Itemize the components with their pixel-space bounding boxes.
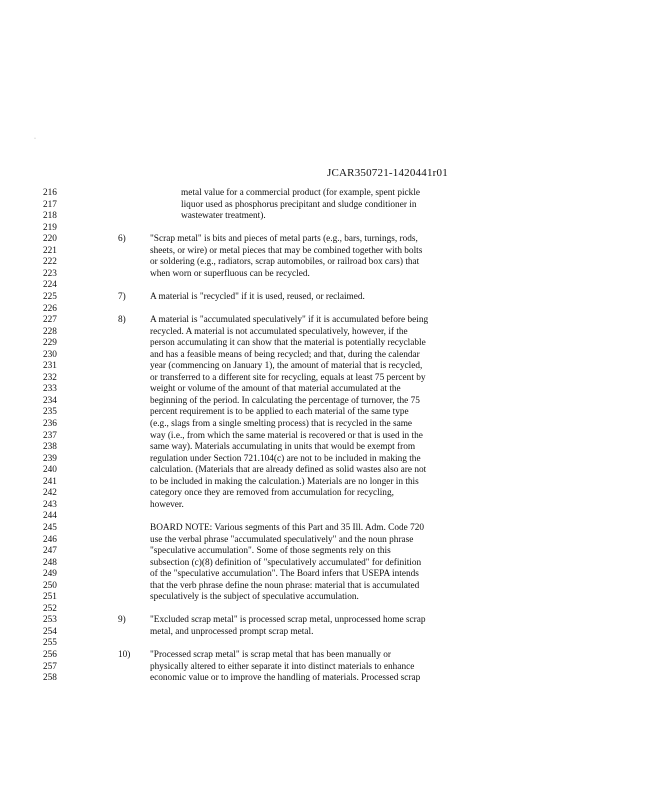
line-text: liquor used as phosphorus precipitant and sludge conditioner in bbox=[181, 199, 417, 210]
line-number: 229 bbox=[43, 338, 57, 349]
line-number: 219 bbox=[43, 222, 57, 233]
line-text: to be included in making the calculation.) Materials are no longer in this bbox=[150, 476, 419, 487]
line-number: 222 bbox=[43, 257, 57, 268]
subsection-marker: 9) bbox=[118, 615, 126, 626]
line-text: speculatively is the subject of speculative accumulation. bbox=[150, 592, 359, 603]
line-number: 237 bbox=[43, 430, 57, 441]
document-line bbox=[0, 488, 671, 499]
document-line bbox=[0, 338, 671, 349]
line-text: economic value or to improve the handling of materials. Processed scrap bbox=[150, 673, 421, 684]
line-number: 258 bbox=[43, 673, 57, 684]
line-number: 224 bbox=[43, 280, 57, 291]
subsection-marker: 8) bbox=[118, 315, 126, 326]
document-line bbox=[0, 211, 671, 222]
line-number: 248 bbox=[43, 557, 57, 568]
document-line bbox=[0, 604, 671, 615]
line-number: 253 bbox=[43, 615, 57, 626]
line-text: wastewater treatment). bbox=[181, 211, 266, 222]
line-number: 241 bbox=[43, 476, 57, 487]
line-number: 234 bbox=[43, 395, 57, 406]
line-text: or soldering (e.g., radiators, scrap automobiles, or railroad box cars) that bbox=[150, 257, 420, 268]
line-text: recycled. A material is not accumulated speculatively, however, if the bbox=[150, 326, 408, 337]
document-line bbox=[0, 246, 671, 257]
document-line bbox=[0, 361, 671, 372]
document-line bbox=[0, 373, 671, 384]
line-number: 251 bbox=[43, 592, 57, 603]
line-text: "Scrap metal" is bits and pieces of metal parts (e.g., bars, turnings, rods, bbox=[150, 234, 418, 245]
document-line bbox=[0, 638, 671, 649]
document-line bbox=[0, 523, 671, 534]
line-text: sheets, or wire) or metal pieces that may be combined together with bolts bbox=[150, 245, 423, 256]
line-number: 228 bbox=[43, 326, 57, 337]
line-number: 235 bbox=[43, 407, 57, 418]
line-number: 232 bbox=[43, 372, 57, 383]
line-number: 231 bbox=[43, 361, 57, 372]
document-line bbox=[0, 223, 671, 234]
line-number: 254 bbox=[43, 626, 57, 637]
line-number: 250 bbox=[43, 580, 57, 591]
line-number: 246 bbox=[43, 534, 57, 545]
line-text: calculation. (Materials that are already defined as solid wastes also are not bbox=[150, 465, 427, 476]
document-line bbox=[0, 615, 671, 626]
line-number: 257 bbox=[43, 661, 57, 672]
line-text: A material is "accumulated speculatively" if it is accumulated before being bbox=[150, 315, 429, 326]
subsection-marker: 6) bbox=[118, 234, 126, 245]
line-text: or transferred to a different site for recycling, equals at least 75 percent by bbox=[150, 372, 426, 383]
subsection-marker: 7) bbox=[118, 291, 126, 302]
line-text: percent requirement is to be applied to each material of the same type bbox=[150, 407, 409, 418]
line-number: 255 bbox=[43, 638, 57, 649]
line-number: 256 bbox=[43, 650, 57, 660]
line-text: regulation under Section 721.104(c) are not to be included in making the bbox=[150, 453, 421, 464]
line-number: 216 bbox=[43, 188, 57, 198]
line-text: that the verb phrase define the noun phrase: material that is accumulated bbox=[150, 580, 420, 591]
line-text: weight or volume of the amount of that material accumulated at the bbox=[150, 384, 401, 395]
line-number: 240 bbox=[43, 465, 57, 476]
line-text: use the verbal phrase "accumulated speculatively" and the noun phrase bbox=[150, 534, 414, 545]
document-line bbox=[0, 269, 671, 280]
line-text: person accumulating it can show that the material is potentially recyclable bbox=[150, 338, 426, 349]
line-number: 230 bbox=[43, 349, 57, 360]
line-text: year (commencing on January 1), the amount of material that is recycled, bbox=[150, 361, 423, 372]
document-line bbox=[0, 419, 671, 430]
line-number: 236 bbox=[43, 419, 57, 429]
line-number: 221 bbox=[43, 245, 57, 256]
document-line bbox=[0, 650, 671, 661]
line-text: "Excluded scrap metal" is processed scrap metal, unprocessed home scrap bbox=[150, 615, 426, 626]
document-line bbox=[0, 592, 671, 603]
line-number: 217 bbox=[43, 199, 57, 210]
document-line bbox=[0, 500, 671, 511]
line-number: 226 bbox=[43, 303, 57, 314]
line-text: category once they are removed from accumulation for recycling, bbox=[150, 488, 394, 499]
line-number: 242 bbox=[43, 488, 57, 499]
document-line bbox=[0, 558, 671, 569]
line-text: "Processed scrap metal" is scrap metal that has been manually or bbox=[150, 650, 391, 660]
document-id-header: JCAR350721-1420441r01 bbox=[327, 167, 448, 179]
line-text: same way). Materials accumulating in units that would be exempt from bbox=[150, 442, 416, 453]
document-line bbox=[0, 477, 671, 488]
document-line bbox=[0, 581, 671, 592]
line-number: 247 bbox=[43, 546, 57, 557]
line-number: 233 bbox=[43, 384, 57, 395]
document-line bbox=[0, 234, 671, 245]
line-number: 243 bbox=[43, 499, 57, 510]
line-text: metal, and unprocessed prompt scrap metal. bbox=[150, 626, 314, 637]
line-text: physically altered to either separate it into distinct materials to enhance bbox=[150, 661, 415, 672]
line-text: subsection (c)(8) definition of "speculatively accumulated" for definition bbox=[150, 557, 422, 568]
line-number: 239 bbox=[43, 453, 57, 464]
document-line bbox=[0, 407, 671, 418]
document-line bbox=[0, 384, 671, 395]
line-text: (e.g., slags from a single smelting process) that is recycled in the same bbox=[150, 419, 413, 429]
line-number: 238 bbox=[43, 442, 57, 453]
line-text: and has a feasible means of being recycled; and that, during the calendar bbox=[150, 349, 420, 360]
line-number: 223 bbox=[43, 268, 57, 279]
line-number: 249 bbox=[43, 569, 57, 580]
document-line bbox=[0, 535, 671, 546]
line-number: 227 bbox=[43, 315, 57, 326]
document-line bbox=[0, 546, 671, 557]
document-line bbox=[0, 569, 671, 580]
line-number: 225 bbox=[43, 291, 57, 302]
line-text: however. bbox=[150, 499, 184, 510]
line-text: of the "speculative accumulation". The Board infers that USEPA intends bbox=[150, 569, 419, 580]
line-number: 245 bbox=[43, 522, 57, 533]
line-text: A material is "recycled" if it is used, reused, or reclaimed. bbox=[150, 291, 365, 302]
document-line bbox=[0, 280, 671, 291]
document-line bbox=[0, 662, 671, 673]
document-line bbox=[0, 431, 671, 442]
document-line bbox=[0, 257, 671, 268]
document-line bbox=[0, 627, 671, 638]
document-line bbox=[0, 292, 671, 303]
line-number: 252 bbox=[43, 603, 57, 614]
document-line bbox=[0, 327, 671, 338]
line-text: BOARD NOTE: Various segments of this Part and 35 Ill. Adm. Code 720 bbox=[150, 522, 425, 533]
document-line bbox=[0, 304, 671, 315]
document-line bbox=[0, 396, 671, 407]
document-line bbox=[0, 511, 671, 522]
document-line bbox=[0, 465, 671, 476]
line-number: 244 bbox=[43, 511, 57, 522]
line-number: 218 bbox=[43, 211, 57, 222]
scan-speck: · bbox=[34, 136, 36, 142]
line-text: way (i.e., from which the same material is recovered or that is used in the bbox=[150, 430, 423, 441]
line-text: beginning of the period. In calculating the percentage of turnover, the 75 bbox=[150, 395, 420, 406]
document-line bbox=[0, 442, 671, 453]
document-line bbox=[0, 454, 671, 465]
subsection-marker: 10) bbox=[118, 650, 131, 660]
document-line bbox=[0, 315, 671, 326]
line-text: metal value for a commercial product (for example, spent pickle bbox=[181, 188, 421, 198]
document-line bbox=[0, 188, 671, 199]
document-line bbox=[0, 200, 671, 211]
line-number: 220 bbox=[43, 234, 57, 245]
document-line bbox=[0, 350, 671, 361]
line-text: when worn or superfluous can be recycled. bbox=[150, 268, 310, 279]
document-line bbox=[0, 673, 671, 684]
line-text: "speculative accumulation". Some of those segments rely on this bbox=[150, 546, 391, 557]
